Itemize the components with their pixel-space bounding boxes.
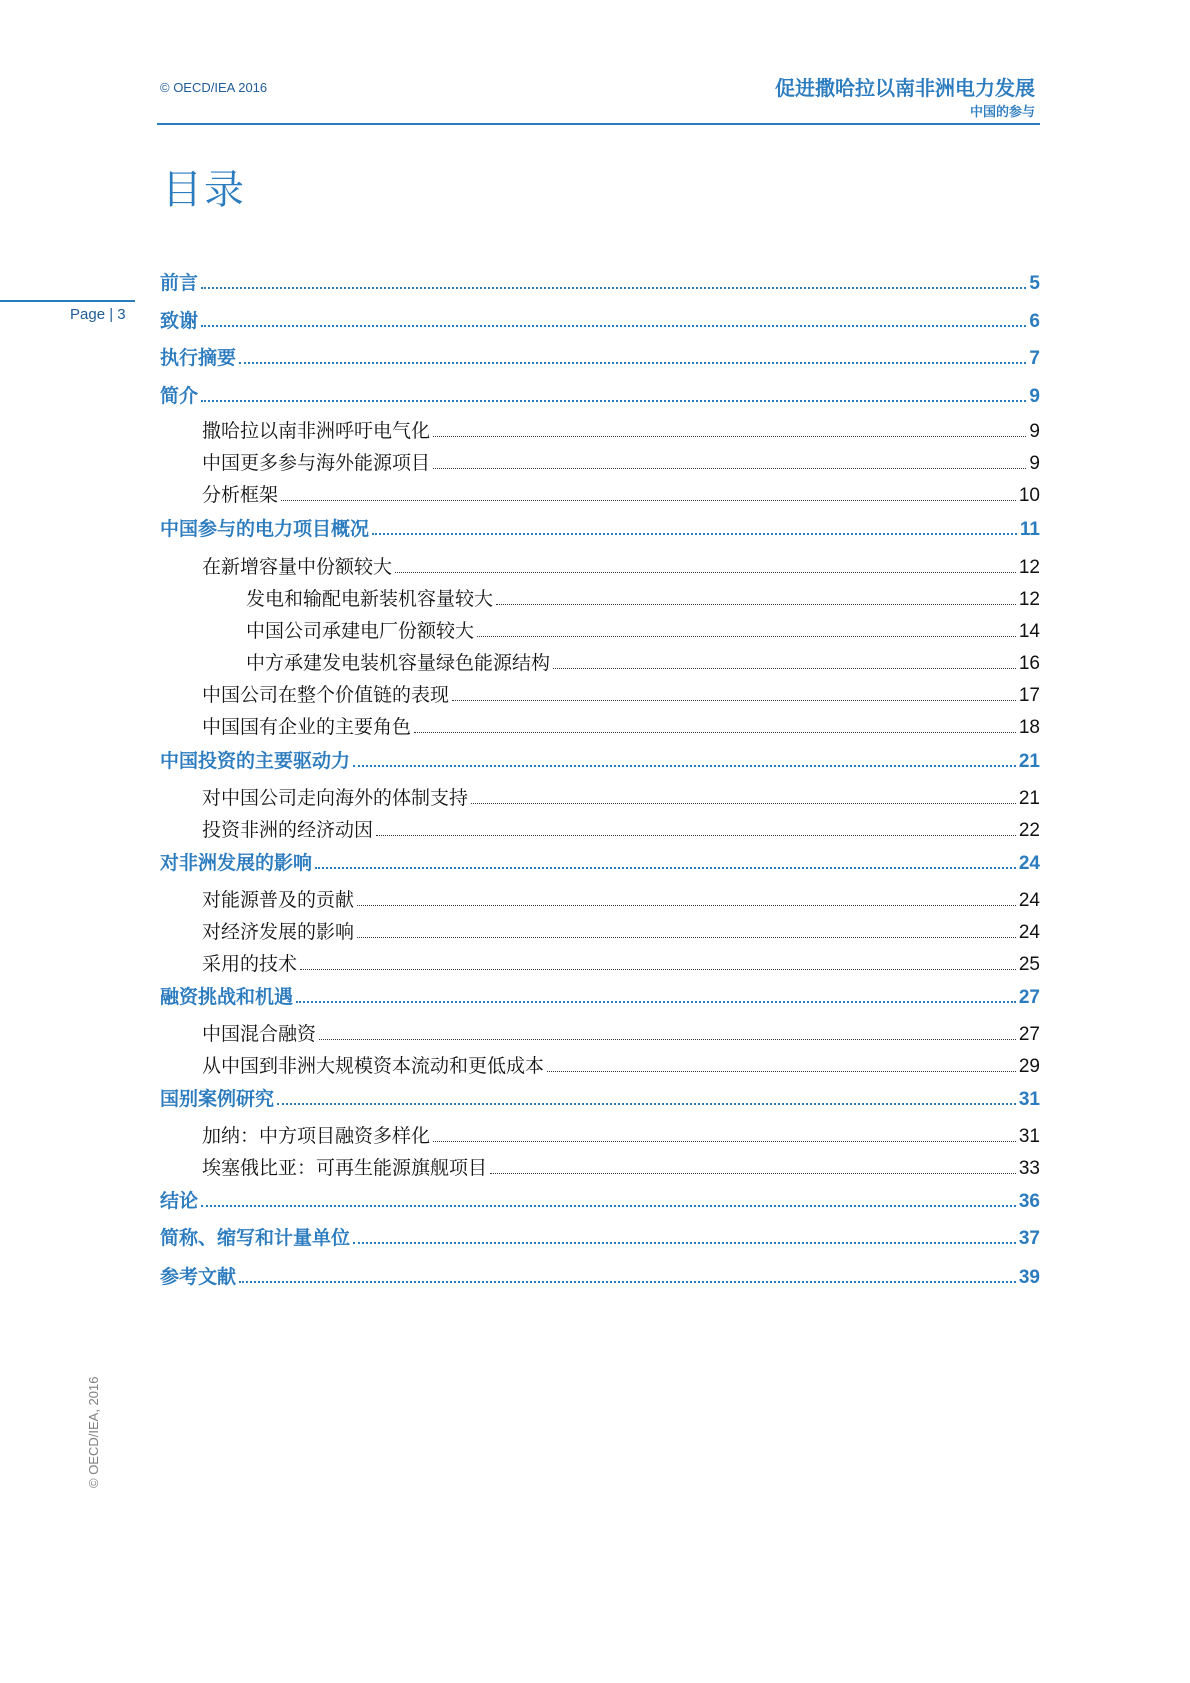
toc-dot-leader — [496, 602, 1016, 605]
toc-entry[interactable] — [246, 616, 1040, 643]
toc-entry[interactable] — [160, 1262, 1040, 1289]
toc-dot-leader — [319, 1037, 1016, 1040]
toc-dot-leader — [353, 1240, 1016, 1244]
toc-dot-leader — [281, 498, 1016, 501]
toc-entry-title: 从中国到非洲大规模资本流动和更低成本 — [202, 1055, 545, 1077]
toc-entry-title: 中国参与的电力项目概况 — [160, 518, 370, 540]
toc-entry-page: 17 — [1018, 685, 1040, 706]
toc-entry-page: 37 — [1018, 1228, 1040, 1249]
toc-dot-leader — [395, 570, 1016, 573]
toc-entry[interactable] — [160, 343, 1040, 370]
toc-entry[interactable] — [202, 783, 1040, 810]
toc-entry-title: 致谢 — [160, 310, 199, 332]
toc-entry-title: 简称、缩写和计量单位 — [160, 1227, 351, 1249]
toc-entry[interactable] — [202, 712, 1040, 739]
toc-dot-leader — [353, 763, 1016, 767]
toc-entry-title: 发电和输配电新装机容量较大 — [246, 588, 494, 610]
toc-entry-title: 执行摘要 — [160, 347, 237, 369]
toc-entry-title: 对能源普及的贡献 — [202, 889, 355, 911]
toc-dot-leader — [201, 285, 1026, 289]
toc-entry[interactable] — [202, 815, 1040, 842]
toc-entry[interactable] — [160, 514, 1040, 541]
toc-entry-title: 对经济发展的影响 — [202, 921, 355, 943]
toc-entry-title: 参考文献 — [160, 1266, 237, 1288]
toc-entry[interactable] — [202, 885, 1040, 912]
toc-entry-title: 对非洲发展的影响 — [160, 852, 313, 874]
toc-entry-title: 中国公司在整个价值链的表现 — [202, 684, 450, 706]
toc-dot-leader — [433, 434, 1026, 437]
toc-dot-leader — [477, 634, 1016, 637]
toc-entry-page: 9 — [1029, 421, 1040, 442]
toc-dot-leader — [414, 730, 1016, 733]
toc-entry-page: 21 — [1018, 788, 1040, 809]
toc-entry-page: 11 — [1019, 519, 1040, 540]
toc-dot-leader — [372, 531, 1017, 535]
toc-entry[interactable] — [160, 746, 1040, 773]
toc-dot-leader — [471, 801, 1016, 804]
toc-dot-leader — [490, 1171, 1016, 1174]
toc-entry[interactable] — [160, 1223, 1040, 1250]
toc-entry[interactable] — [202, 917, 1040, 944]
toc-entry-page: 12 — [1018, 589, 1040, 610]
page-number: Page | 3 — [70, 306, 126, 323]
toc-entry[interactable] — [202, 1019, 1040, 1046]
toc-entry-page: 7 — [1029, 348, 1040, 369]
toc-entry-title: 投资非洲的经济动因 — [202, 819, 374, 841]
toc-entry-page: 31 — [1018, 1126, 1040, 1147]
toc-entry[interactable] — [202, 680, 1040, 707]
toc-entry-title: 对中国公司走向海外的体制支持 — [202, 787, 469, 809]
toc-dot-leader — [201, 398, 1026, 402]
toc-entry[interactable] — [160, 848, 1040, 875]
toc-dot-leader — [201, 1203, 1016, 1207]
side-copyright: © OECD/IEA, 2016 — [86, 1376, 101, 1488]
toc-entry[interactable] — [160, 306, 1040, 333]
toc-entry-title: 结论 — [160, 1190, 199, 1212]
toc-dot-leader — [357, 935, 1016, 938]
toc-entry[interactable] — [202, 448, 1040, 475]
toc-entry-title: 简介 — [160, 385, 199, 407]
toc-entry[interactable] — [246, 648, 1040, 675]
toc-dot-leader — [553, 666, 1016, 669]
toc-entry-page: 27 — [1018, 987, 1040, 1008]
toc-entry[interactable] — [202, 1153, 1040, 1180]
toc-dot-leader — [201, 323, 1026, 327]
header-subtitle: 中国的参与 — [969, 105, 1035, 120]
toc-entry[interactable] — [202, 552, 1040, 579]
toc-entry-title: 分析框架 — [202, 484, 279, 506]
toc-entry[interactable] — [160, 1186, 1040, 1213]
toc-entry-page: 5 — [1029, 273, 1040, 294]
toc-dot-leader — [433, 1139, 1016, 1142]
toc-entry-page: 25 — [1018, 954, 1040, 975]
toc-entry[interactable] — [202, 1121, 1040, 1148]
page-title: 目录 — [162, 167, 246, 213]
toc-entry[interactable] — [202, 949, 1040, 976]
toc-entry-title: 中国更多参与海外能源项目 — [202, 452, 431, 474]
toc-entry-page: 24 — [1018, 890, 1040, 911]
toc-entry-title: 埃塞俄比亚：可再生能源旗舰项目 — [202, 1157, 488, 1179]
toc-dot-leader — [376, 833, 1016, 836]
toc-entry-page: 14 — [1018, 621, 1040, 642]
toc-entry-title: 中国国有企业的主要角色 — [202, 716, 412, 738]
toc-entry-title: 国别案例研究 — [160, 1088, 275, 1110]
toc-entry-title: 融资挑战和机遇 — [160, 986, 294, 1008]
toc-entry-page: 12 — [1018, 557, 1040, 578]
toc-entry-page: 36 — [1018, 1191, 1040, 1212]
toc-dot-leader — [239, 1279, 1016, 1283]
toc-entry-title: 撒哈拉以南非洲呼吁电气化 — [202, 420, 431, 442]
toc-entry-title: 采用的技术 — [202, 953, 298, 975]
toc-entry[interactable] — [202, 1051, 1040, 1078]
toc-dot-leader — [239, 360, 1026, 364]
toc-entry-title: 前言 — [160, 272, 199, 294]
toc-entry[interactable] — [160, 1084, 1040, 1111]
toc-entry-page: 24 — [1018, 922, 1040, 943]
toc-entry-page: 6 — [1029, 311, 1040, 332]
toc-entry[interactable] — [202, 416, 1040, 443]
toc-dot-leader — [452, 698, 1016, 701]
toc-entry-page: 9 — [1029, 453, 1040, 474]
header-copyright: © OECD/IEA 2016 — [160, 80, 268, 95]
toc-entry[interactable] — [160, 982, 1040, 1009]
toc-entry-page: 29 — [1018, 1056, 1040, 1077]
toc-entry-page: 31 — [1018, 1089, 1040, 1110]
toc-dot-leader — [433, 466, 1026, 469]
header-title: 促进撒哈拉以南非洲电力发展 — [775, 76, 1035, 100]
toc-dot-leader — [296, 999, 1016, 1003]
toc-entry-page: 24 — [1018, 853, 1040, 874]
toc-entry-page: 33 — [1018, 1158, 1040, 1179]
toc-dot-leader — [300, 967, 1016, 970]
toc-entry[interactable] — [160, 268, 1040, 295]
toc-entry-title: 中国投资的主要驱动力 — [160, 750, 351, 772]
toc-entry-page: 21 — [1018, 751, 1040, 772]
toc-entry-title: 加纳：中方项目融资多样化 — [202, 1125, 431, 1147]
toc-entry-page: 39 — [1018, 1267, 1040, 1288]
toc-entry-title: 中国公司承建电厂份额较大 — [246, 620, 475, 642]
toc-dot-leader — [547, 1069, 1016, 1072]
toc-entry[interactable] — [202, 480, 1040, 507]
toc-dot-leader — [357, 903, 1016, 906]
toc-dot-leader — [277, 1101, 1016, 1105]
toc-entry-page: 10 — [1018, 485, 1040, 506]
toc-dot-leader — [315, 865, 1016, 869]
toc-entry-page: 22 — [1018, 820, 1040, 841]
toc-entry[interactable] — [246, 584, 1040, 611]
toc-entry-page: 18 — [1018, 717, 1040, 738]
toc-entry-title: 在新增容量中份额较大 — [202, 556, 393, 578]
toc-entry[interactable] — [160, 381, 1040, 408]
toc-entry-page: 16 — [1018, 653, 1040, 674]
toc-entry-page: 9 — [1029, 386, 1040, 407]
toc-entry-title: 中国混合融资 — [202, 1023, 317, 1045]
toc-entry-title: 中方承建发电装机容量绿色能源结构 — [246, 652, 551, 674]
header-divider — [157, 123, 1040, 125]
toc-entry-page: 27 — [1018, 1024, 1040, 1045]
page-number-rule — [0, 300, 135, 302]
